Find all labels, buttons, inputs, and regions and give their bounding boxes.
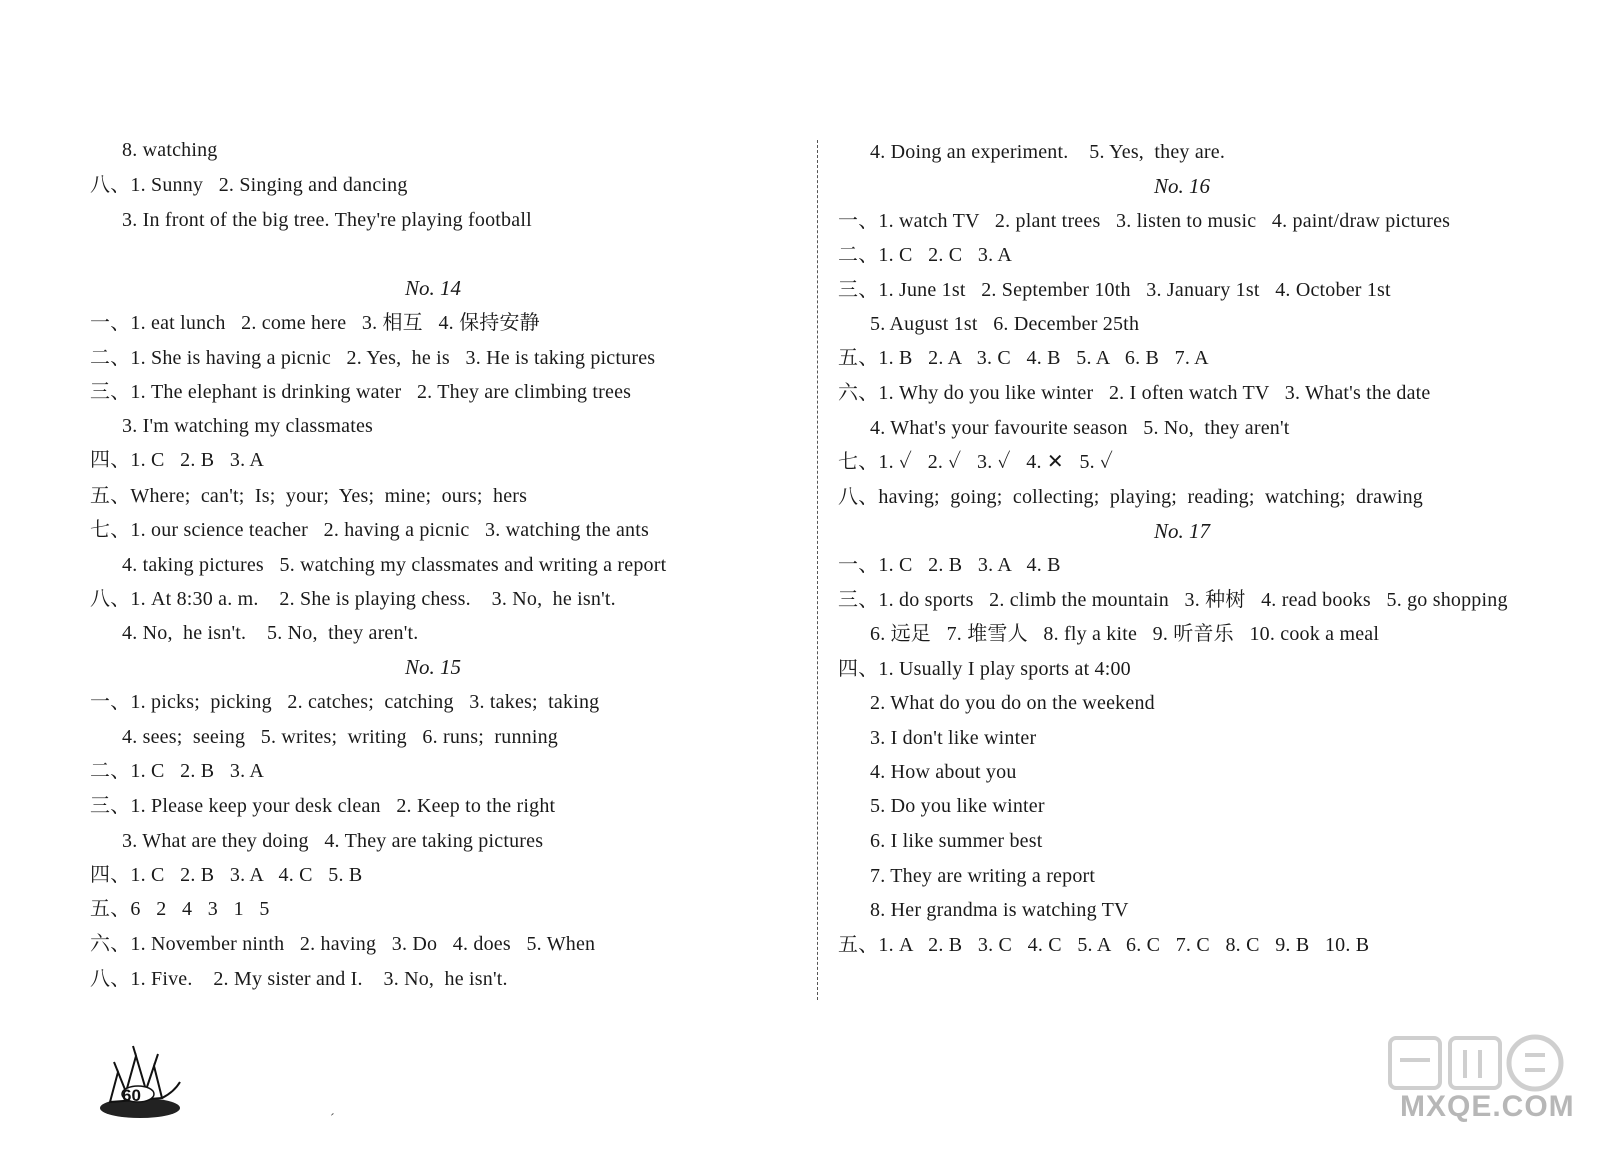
answer-line: 四、1. C 2. B 3. A 4. C 5. B [90, 864, 363, 886]
answer-line: 八、1. Five. 2. My sister and I. 3. No, he isn't. [90, 968, 508, 990]
stray-mark: ˊ [330, 1112, 335, 1127]
section-heading-no17: No. 17 [1154, 519, 1211, 543]
answer-line: 6. 远足 7. 堆雪人 8. fly a kite 9. 听音乐 10. cook a meal [870, 623, 1380, 645]
answer-line: 五、1. B 2. A 3. C 4. B 5. A 6. B 7. A [838, 347, 1209, 369]
answer-line: 4. Doing an experiment. 5. Yes, they are. [870, 141, 1226, 163]
answer-line: 八、having; going; collecting; playing; reading; watching; drawing [838, 486, 1423, 508]
section-heading-no16: No. 16 [1154, 174, 1211, 198]
answer-line: 八、1. At 8:30 a. m. 2. She is playing chess. 3. No, he isn't. [90, 588, 616, 610]
answer-line: 4. taking pictures 5. watching my classmates and writing a report [122, 554, 667, 576]
answer-line: 4. What's your favourite season 5. No, they aren't [870, 417, 1290, 439]
answer-line: 5. August 1st 6. December 25th [870, 313, 1140, 335]
answer-line: 三、1. June 1st 2. September 10th 3. January 1st 4. October 1st [838, 279, 1391, 301]
answer-line: 一、1. eat lunch 2. come here 3. 相互 4. 保持安静 [90, 312, 540, 334]
answer-line: 8. Her grandma is watching TV [870, 899, 1129, 921]
answer-line: 7. They are writing a report [870, 865, 1096, 887]
right-column [830, 0, 1600, 1163]
answer-line: 4. No, he isn't. 5. No, they aren't. [122, 622, 419, 644]
answer-line: 4. How about you [870, 761, 1017, 783]
answer-line: 四、1. Usually I play sports at 4:00 [838, 658, 1131, 680]
answer-line: 一、1. watch TV 2. plant trees 3. listen to music 4. paint/draw pictures [838, 210, 1451, 232]
answer-line: 二、1. She is having a picnic 2. Yes, he is 3. He is taking pictures [90, 347, 656, 369]
answer-line: 二、1. C 2. C 3. A [838, 244, 1013, 266]
answer-line: 二、1. C 2. B 3. A [90, 760, 265, 782]
answer-line: 3. What are they doing 4. They are taking pictures [122, 830, 544, 852]
section-heading-no14: No. 14 [405, 276, 462, 300]
answer-line: 六、1. Why do you like winter 2. I often watch TV 3. What's the date [838, 382, 1431, 404]
answer-line: 四、1. C 2. B 3. A [90, 449, 265, 471]
answer-line: 五、1. A 2. B 3. C 4. C 5. A 6. C 7. C 8. C 9. B 10. B [838, 934, 1370, 956]
answer-line: 三、1. The elephant is drinking water 2. They are climbing trees [90, 381, 632, 403]
answer-line: 六、1. November ninth 2. having 3. Do 4. does 5. When [90, 933, 596, 955]
answer-line: 七、1. our science teacher 2. having a picnic 3. watching the ants [90, 519, 649, 541]
section-heading-no15: No. 15 [405, 655, 462, 679]
answer-line: 3. I'm watching my classmates [122, 415, 374, 437]
answer-line: 一、1. C 2. B 3. A 4. B [838, 554, 1061, 576]
answer-line: 五、6 2 4 3 1 5 [90, 898, 270, 920]
column-divider [817, 140, 818, 1000]
answer-line: 6. I like summer best [870, 830, 1043, 852]
answer-line: 2. What do you do on the weekend [870, 692, 1155, 714]
watermark-text: MXQE.COM [1400, 1090, 1575, 1123]
answer-line: 3. In front of the big tree. They're playing football [122, 209, 532, 231]
answer-line: 3. I don't like winter [870, 727, 1037, 749]
answer-line: 三、1. Please keep your desk clean 2. Keep to the right [90, 795, 556, 817]
answer-line: 8. watching [122, 139, 218, 161]
answer-line: 三、1. do sports 2. climb the mountain 3. 种树 4. read books 5. go shopping [838, 589, 1508, 611]
page-number-badge-icon [96, 1042, 186, 1122]
answer-line: 七、1. ✓ 2. ✓ 3. ✓ 4. ✕ 5. ✓ [838, 451, 1114, 473]
answer-line: 4. sees; seeing 5. writes; writing 6. runs; running [122, 726, 558, 748]
answer-line: 八、1. Sunny 2. Singing and dancing [90, 174, 408, 196]
page-number: 60 [122, 1086, 141, 1105]
answer-line: 五、Where; can't; Is; your; Yes; mine; ours; hers [90, 485, 528, 507]
answer-line: 一、1. picks; picking 2. catches; catching 3. takes; taking [90, 691, 600, 713]
answer-line: 5. Do you like winter [870, 795, 1045, 817]
